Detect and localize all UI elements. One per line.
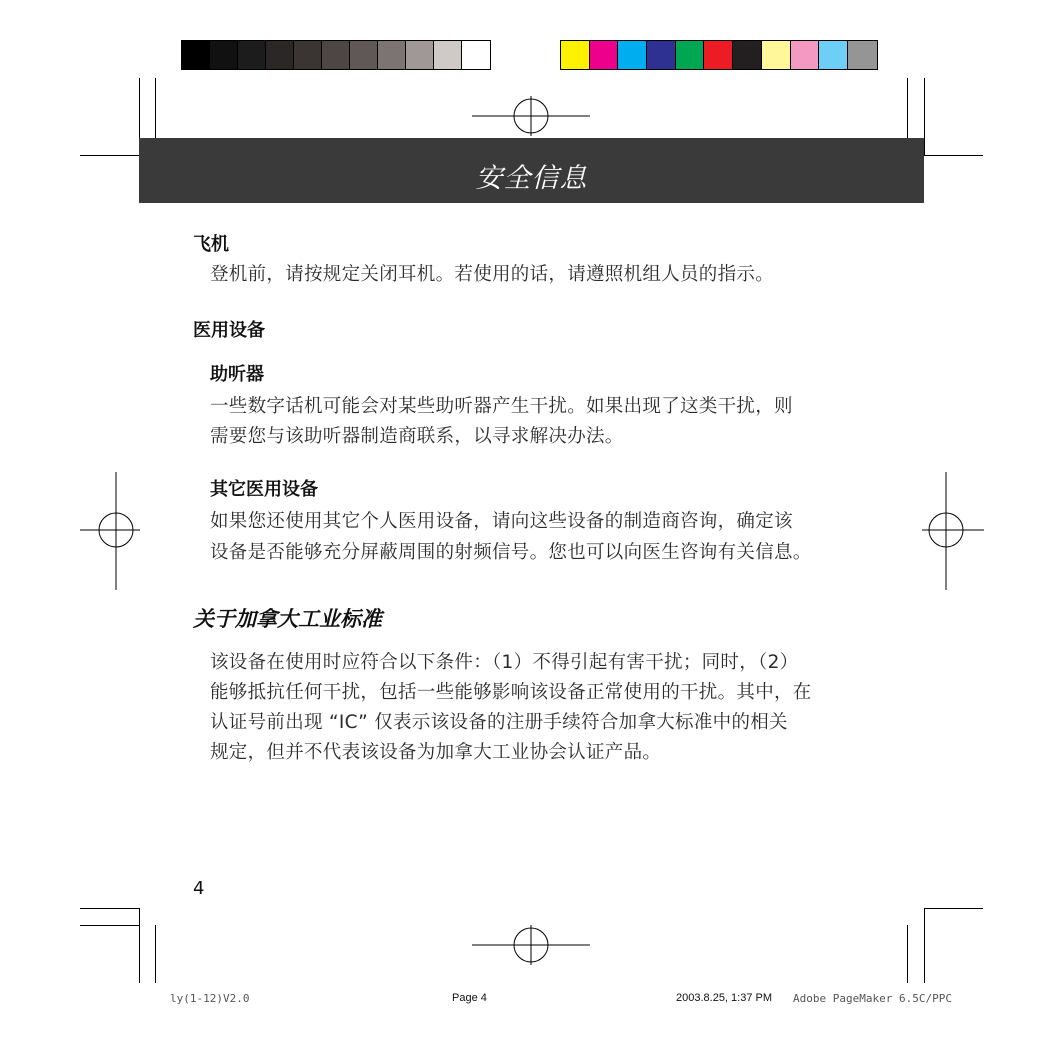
page-number: 4 [193,878,205,899]
grayscale-calibration-bar [181,40,491,70]
color-swatch [590,41,619,69]
crop-mark [139,78,140,138]
color-swatch [704,41,733,69]
airplane-heading: 飞机 [193,234,229,255]
color-swatch [406,41,434,69]
color-swatch [434,41,462,69]
registration-mark-right [922,472,984,592]
color-swatch [762,41,791,69]
crop-mark [80,925,139,926]
color-swatch [182,41,210,69]
color-swatch [322,41,350,69]
hearing-aid-heading: 助听器 [210,364,264,385]
canada-line-2: 能够抵抗任何干扰，包括一些能够影响该设备正常使用的干扰。其中，在 [210,682,812,703]
color-swatch [210,41,238,69]
crop-mark [924,78,925,155]
color-swatch [462,41,490,69]
canada-line-4: 规定，但并不代表该设备为加拿大工业协会认证产品。 [210,742,662,763]
medical-heading: 医用设备 [193,320,265,341]
color-swatch [733,41,762,69]
canada-line-3: 认证号前出现 “IC” 仅表示该设备的注册手续符合加拿大标准中的相关 [210,712,788,733]
color-swatch [294,41,322,69]
color-swatch [618,41,647,69]
other-devices-line-1: 如果您还使用其它个人医用设备，请向这些设备的制造商咨询，确定该 [210,511,793,532]
footer-page-label: Page 4 [452,992,487,1004]
color-swatch [848,41,877,69]
crop-mark [907,925,908,983]
color-swatch [238,41,266,69]
color-swatch [791,41,820,69]
registration-mark-bottom [470,925,592,965]
header-band [139,138,924,203]
canada-heading: 关于加拿大工业标准 [193,607,382,631]
color-swatch [266,41,294,69]
footer-file-name: ly(1-12)V2.0 [170,992,250,1005]
color-swatch [350,41,378,69]
page-title: 安全信息 [475,163,588,194]
color-swatch [819,41,848,69]
color-swatch [647,41,676,69]
canada-line-1: 该设备在使用时应符合以下条件：（1）不得引起有害干扰；同时，（2） [210,652,799,673]
crop-mark [924,908,983,909]
other-devices-line-2: 设备是否能够充分屏蔽周围的射频信号。您也可以向医生咨询有关信息。 [210,542,812,563]
crop-mark [139,908,140,983]
hearing-aid-line-1: 一些数字话机可能会对某些助听器产生干扰。如果出现了这类干扰，则 [210,396,793,417]
color-swatch [676,41,705,69]
registration-mark-top [470,96,592,136]
crop-mark [907,78,908,138]
other-devices-heading: 其它医用设备 [210,479,318,500]
crop-mark [155,78,156,138]
crop-mark [80,155,139,156]
footer-app: Adobe PageMaker 6.5C/PPC [793,992,952,1005]
crop-mark [80,908,139,909]
hearing-aid-line-2: 需要您与该助听器制造商联系，以寻求解决办法。 [210,426,624,447]
color-swatch [561,41,590,69]
color-calibration-bar [560,40,878,70]
footer-timestamp: 2003.8.25, 1:37 PM [676,992,773,1004]
registration-mark-left [80,472,140,592]
crop-mark [155,925,156,983]
crop-mark [924,155,983,156]
airplane-text: 登机前，请按规定关闭耳机。若使用的话，请遵照机组人员的指示。 [210,264,775,285]
color-swatch [378,41,406,69]
crop-mark [924,908,925,983]
